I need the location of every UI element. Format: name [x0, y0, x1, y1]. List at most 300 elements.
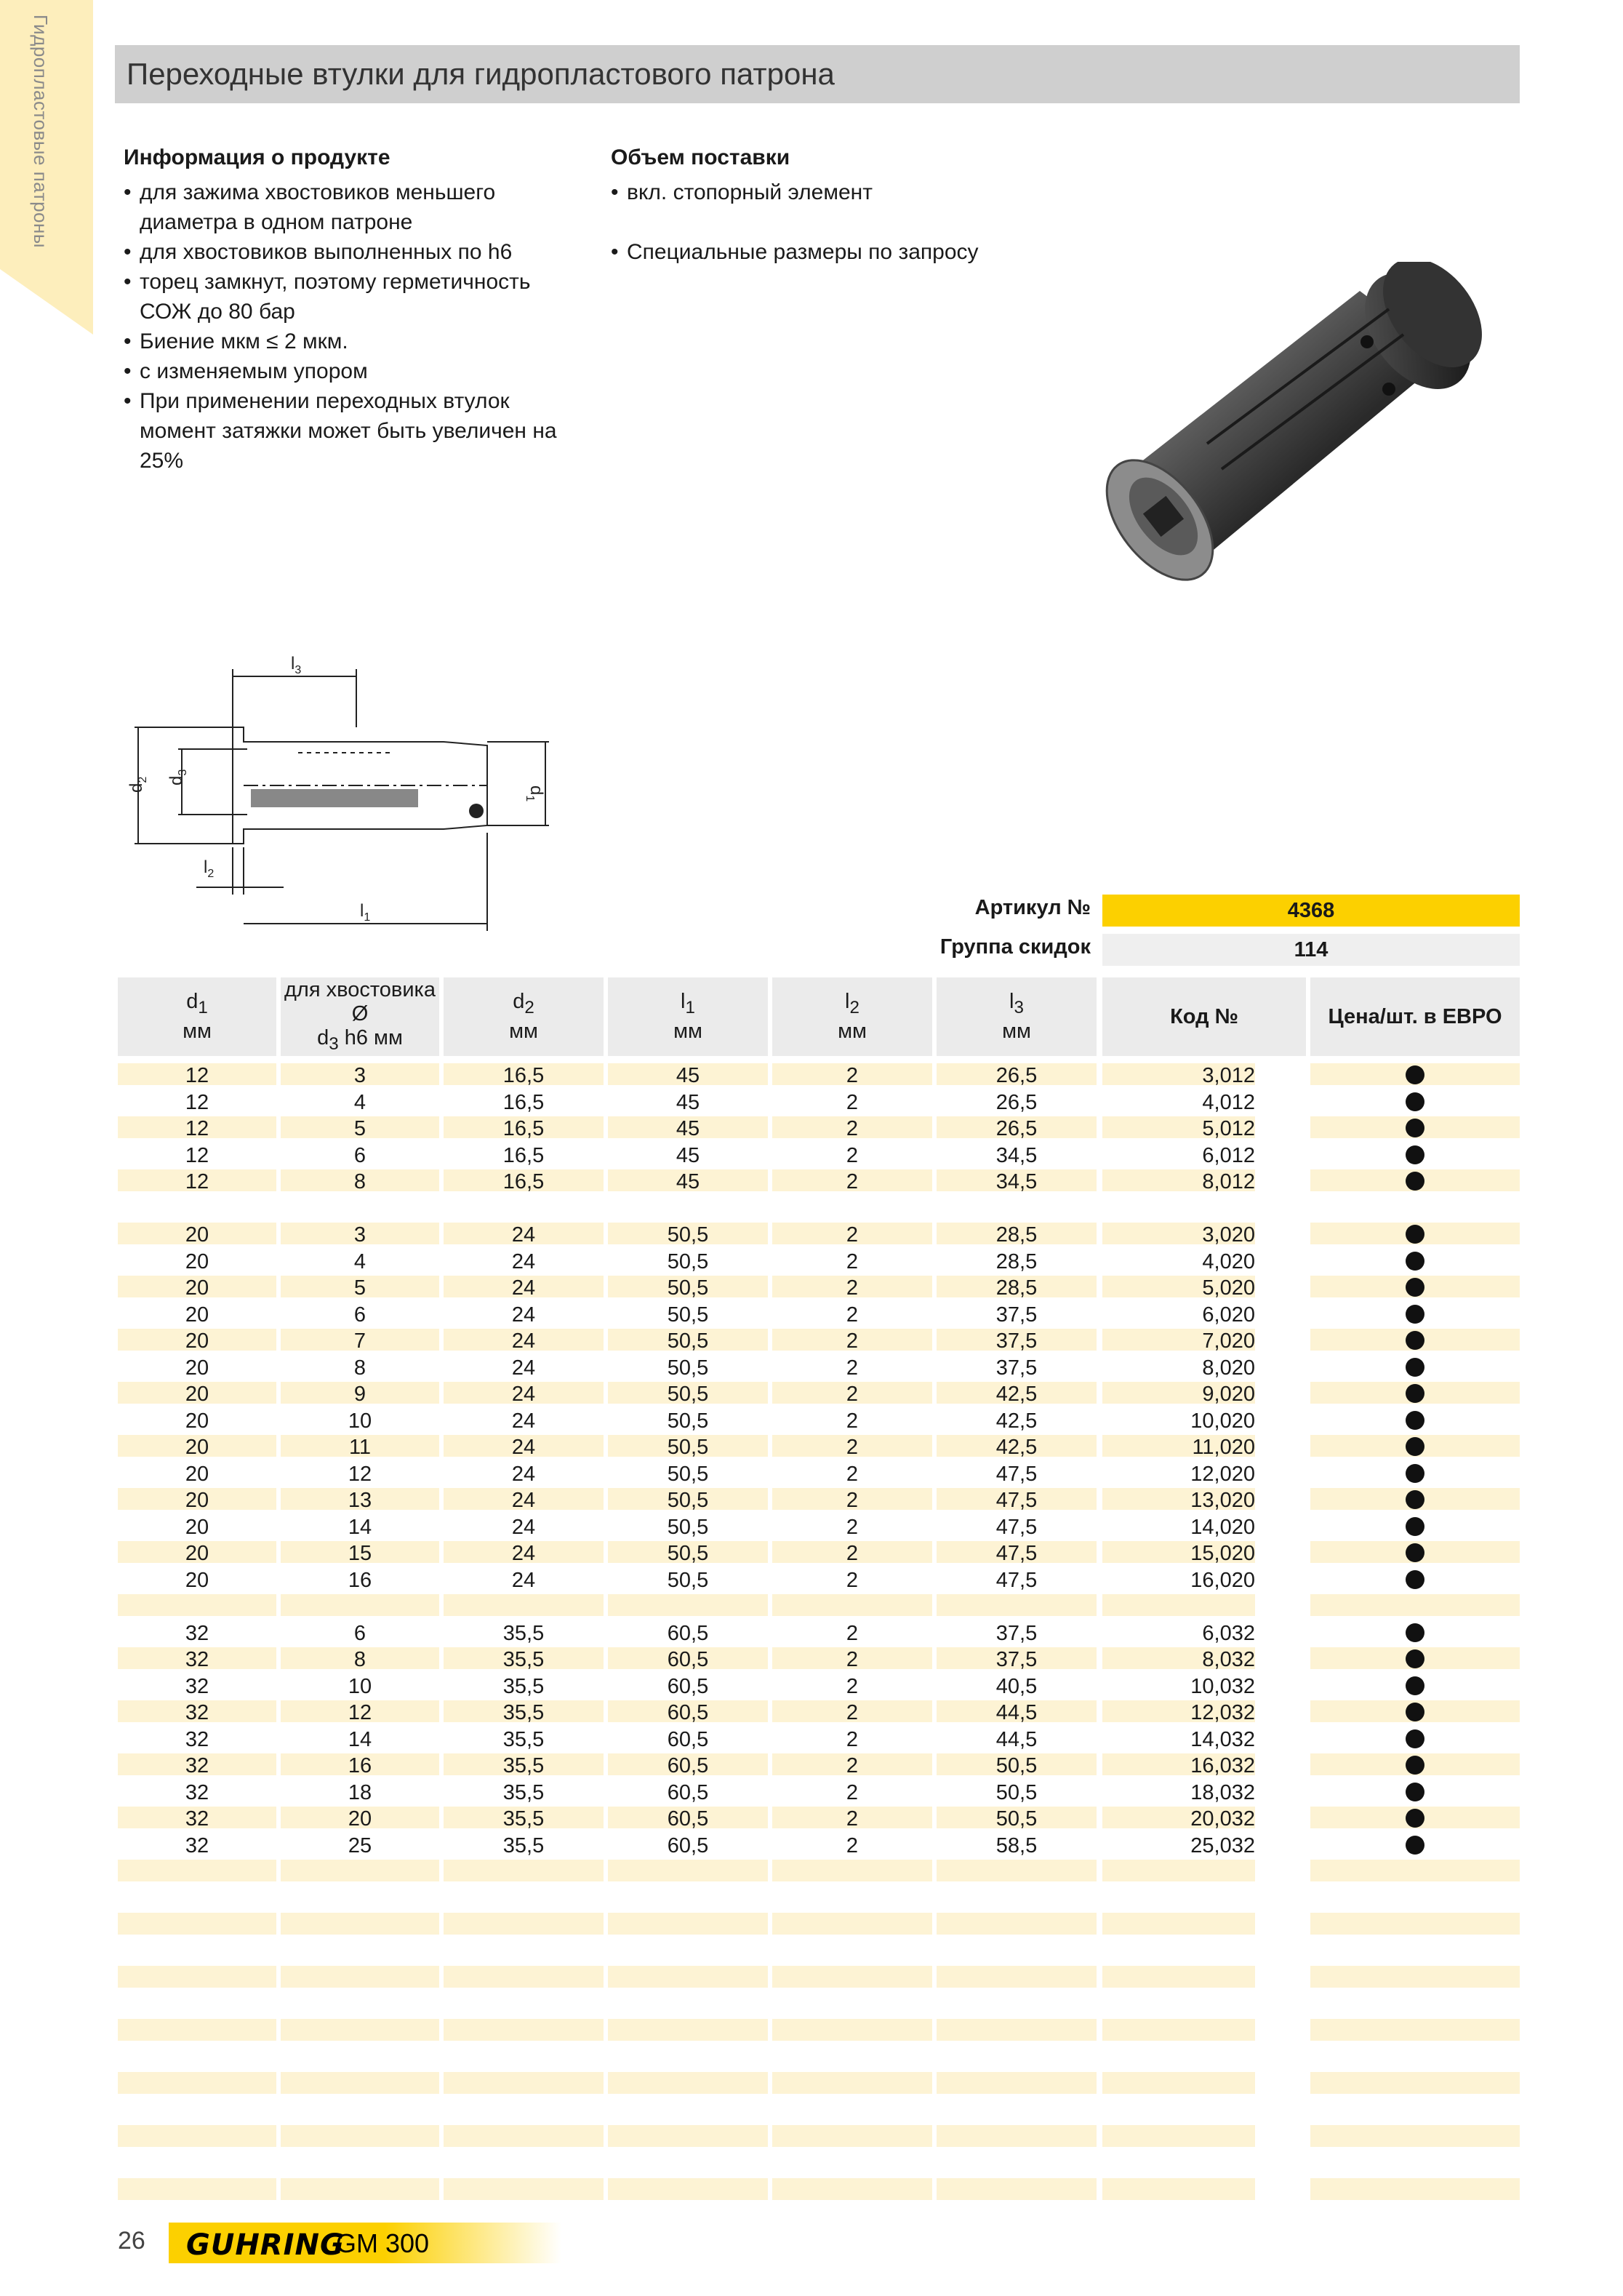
table-cell: 24 [511, 1303, 536, 1327]
table-cell: 24 [511, 1568, 536, 1592]
table-cell: 9,020 [1102, 1382, 1255, 1404]
price-dot-icon [1406, 1517, 1424, 1536]
table-cell: 40,5 [995, 1674, 1038, 1698]
table-cell: 6 [353, 1621, 366, 1645]
product-info-heading: Информация о продукте [124, 145, 390, 169]
table-cell: 32 [185, 1780, 209, 1804]
table-cell: 11 [281, 1435, 439, 1457]
table-row [118, 1621, 1520, 1648]
table-cell: 12 [118, 1116, 276, 1138]
table-cell: 35,5 [502, 1621, 545, 1645]
table-cell: 2 [772, 1169, 932, 1191]
table-cell: 9 [281, 1382, 439, 1404]
supply-list [611, 177, 1120, 267]
price-indicator [1310, 1169, 1520, 1191]
table-cell: 32 [185, 1833, 209, 1857]
table-cell [1102, 1196, 1255, 1218]
table-cell: 50,5 [608, 1541, 768, 1563]
price-indicator [1310, 1700, 1520, 1722]
table-cell [1102, 2125, 1255, 2147]
table-cell [772, 2019, 932, 2041]
price-dot-icon [1406, 1464, 1424, 1483]
table-row [118, 1833, 1520, 1860]
table-row [118, 1462, 1520, 1489]
product-table [118, 1063, 1520, 2205]
list-item: • торец замкнут, поэтому герметичность СОЖ до 80 бар [124, 267, 560, 327]
brand-logo: GUHRING [186, 2228, 345, 2262]
table-cell: 20 [185, 1462, 209, 1486]
table-cell [772, 2099, 932, 2121]
price-indicator [1310, 1993, 1520, 2015]
table-cell [772, 2125, 932, 2147]
table-cell: 2 [772, 1276, 932, 1297]
table-cell [772, 1594, 932, 1616]
price-indicator [1310, 2125, 1520, 2147]
table-row [118, 1993, 1520, 2020]
page-title: Переходные втулки для гидропластового патрона [127, 57, 835, 91]
list-item: • для зажима хвостовиков меньшего диаметра в одном патроне [124, 177, 560, 237]
table-cell: 60,5 [608, 1700, 768, 1722]
dim-label-d1: $d_1$ [524, 785, 546, 802]
table-cell: 2 [772, 1223, 932, 1244]
table-row [118, 2099, 1520, 2126]
table-cell [1102, 2099, 1255, 2121]
table-cell: 4 [353, 1249, 366, 1273]
price-indicator [1310, 1223, 1520, 1244]
table-row [118, 1515, 1520, 1542]
table-cell [608, 2125, 768, 2147]
table-cell: 34,5 [995, 1143, 1038, 1167]
table-cell: 50,5 [667, 1568, 709, 1592]
table-cell: 2 [846, 1780, 859, 1804]
price-indicator [1310, 1966, 1520, 1988]
price-indicator [1310, 1196, 1520, 1218]
table-cell: 8 [281, 1647, 439, 1669]
table-row [118, 2178, 1520, 2205]
table-cell [772, 2178, 932, 2200]
price-indicator [1310, 1116, 1520, 1138]
table-row [118, 1780, 1520, 1807]
table-row [118, 1940, 1520, 1967]
table-cell: 12,020 [1190, 1462, 1255, 1486]
column-header-l3: $l_3$ мм [937, 977, 1097, 1056]
table-cell: 50,5 [667, 1409, 709, 1433]
table-cell: 16,5 [444, 1169, 604, 1191]
dim-label-l2: $l_2$ [204, 857, 215, 880]
table-cell: 60,5 [667, 1833, 709, 1857]
price-indicator [1310, 1382, 1520, 1404]
table-row [118, 1276, 1520, 1303]
table-cell [608, 2152, 768, 2174]
table-cell [1102, 1940, 1255, 1961]
table-cell [444, 2152, 604, 2174]
table-cell: 20 [118, 1435, 276, 1457]
price-dot-icon [1406, 1490, 1424, 1509]
table-cell: 45 [608, 1063, 768, 1085]
table-cell [772, 1940, 932, 1961]
table-cell: 28,5 [937, 1276, 1097, 1297]
table-cell [1102, 2152, 1255, 2174]
table-cell: 14 [348, 1727, 372, 1751]
table-cell: 12 [118, 1169, 276, 1191]
table-cell [608, 1913, 768, 1935]
table-cell: 32 [185, 1727, 209, 1751]
table-cell [772, 2152, 932, 2174]
price-indicator [1310, 2046, 1520, 2068]
table-cell: 50,5 [667, 1462, 709, 1486]
table-cell [937, 2178, 1097, 2200]
table-cell: 18,032 [1190, 1780, 1255, 1804]
table-row [118, 1223, 1520, 1249]
price-dot-icon [1406, 1437, 1424, 1456]
table-row [118, 1435, 1520, 1462]
table-row [118, 2046, 1520, 2073]
table-cell [937, 2072, 1097, 2094]
table-cell [118, 2152, 276, 2174]
table-cell [444, 2099, 604, 2121]
price-indicator [1310, 1594, 1520, 1616]
table-cell [281, 1860, 439, 1881]
table-cell [444, 1940, 604, 1961]
table-cell [444, 1966, 604, 1988]
table-cell: 24 [511, 1356, 536, 1380]
table-cell: 37,5 [995, 1356, 1038, 1380]
table-cell [608, 2099, 768, 2121]
table-cell: 37,5 [937, 1329, 1097, 1351]
table-cell [444, 1887, 604, 1908]
table-cell: 3,012 [1102, 1063, 1255, 1085]
table-cell: 37,5 [995, 1621, 1038, 1645]
price-indicator [1310, 1276, 1520, 1297]
price-indicator [1310, 1780, 1520, 1802]
table-cell: 47,5 [937, 1541, 1097, 1563]
table-cell: 5,020 [1102, 1276, 1255, 1297]
table-cell: 2 [772, 1700, 932, 1722]
price-dot-icon [1406, 1172, 1424, 1191]
list-item: • для хвостовиков выполненных по h6 [124, 237, 560, 267]
table-cell: 35,5 [444, 1647, 604, 1669]
table-row [118, 1860, 1520, 1887]
table-cell: 2 [772, 1329, 932, 1351]
table-cell: 50,5 [608, 1223, 768, 1244]
article-label: Артикул № [974, 896, 1091, 919]
price-indicator [1310, 2019, 1520, 2041]
table-cell: 2 [846, 1674, 859, 1698]
table-cell: 10 [348, 1409, 372, 1433]
table-cell: 3 [281, 1223, 439, 1244]
table-cell: 42,5 [995, 1409, 1038, 1433]
column-header-d2: $d_2$ мм [444, 977, 604, 1056]
price-indicator [1310, 2072, 1520, 2094]
brand-bar [169, 2223, 561, 2263]
table-cell [281, 2019, 439, 2041]
table-row [118, 1169, 1520, 1196]
table-cell [118, 1860, 276, 1881]
table-cell [772, 1196, 932, 1218]
table-cell [1102, 1913, 1255, 1935]
table-cell: 6,012 [1202, 1143, 1255, 1167]
table-cell: 44,5 [937, 1700, 1097, 1722]
table-cell: 4,020 [1202, 1249, 1255, 1273]
table-cell [937, 1913, 1097, 1935]
table-cell: 24 [444, 1382, 604, 1404]
table-cell: 2 [846, 1303, 859, 1327]
column-header-d1: $d_1$ мм [118, 977, 276, 1056]
table-cell: 8,032 [1102, 1647, 1255, 1669]
price-dot-icon [1406, 1676, 1424, 1695]
table-cell: 24 [444, 1276, 604, 1297]
table-cell: 25,032 [1190, 1833, 1255, 1857]
table-cell: 8,012 [1102, 1169, 1255, 1191]
table-cell: 24 [444, 1541, 604, 1563]
price-indicator [1310, 1913, 1520, 1935]
price-dot-icon [1406, 1649, 1424, 1668]
table-cell: 2 [772, 1063, 932, 1085]
table-cell: 6,032 [1202, 1621, 1255, 1645]
page-number: 26 [118, 2227, 145, 2255]
table-cell [608, 1940, 768, 1961]
table-cell: 12,032 [1102, 1700, 1255, 1722]
table-cell [444, 1594, 604, 1616]
product-photo [1098, 262, 1491, 611]
table-cell: 50,5 [608, 1276, 768, 1297]
table-cell: 6 [353, 1143, 366, 1167]
table-cell: 4 [353, 1090, 366, 1114]
table-cell [608, 1196, 768, 1218]
table-cell: 50,5 [667, 1249, 709, 1273]
table-row [118, 1568, 1520, 1595]
price-indicator [1310, 1807, 1520, 1828]
table-cell: 45 [676, 1090, 700, 1114]
table-row [118, 2125, 1520, 2152]
technical-drawing [109, 647, 582, 953]
table-cell: 2 [846, 1727, 859, 1751]
table-cell: 34,5 [937, 1169, 1097, 1191]
table-cell: 13 [281, 1488, 439, 1510]
price-dot-icon [1406, 1729, 1424, 1748]
table-cell: 10 [348, 1674, 372, 1698]
table-cell: 5 [281, 1116, 439, 1138]
dim-label-d2: $d_2$ [127, 776, 149, 793]
product-info-list [124, 177, 560, 476]
table-cell: 50,5 [667, 1515, 709, 1539]
table-cell: 16,032 [1102, 1753, 1255, 1775]
table-cell: 20 [118, 1223, 276, 1244]
price-dot-icon [1406, 1358, 1424, 1377]
table-cell [444, 1860, 604, 1881]
price-dot-icon [1406, 1145, 1424, 1164]
table-cell: 26,5 [937, 1063, 1097, 1085]
table-cell: 20 [185, 1515, 209, 1539]
table-cell [118, 1940, 276, 1961]
price-indicator [1310, 1462, 1520, 1484]
price-dot-icon [1406, 1384, 1424, 1403]
table-row [118, 1647, 1520, 1674]
table-cell: 12 [185, 1143, 209, 1167]
table-cell: 8 [281, 1169, 439, 1191]
price-indicator [1310, 1063, 1520, 1085]
table-cell: 35,5 [444, 1807, 604, 1828]
table-cell: 50,5 [937, 1753, 1097, 1775]
price-indicator [1310, 1647, 1520, 1669]
table-row [118, 1727, 1520, 1754]
price-indicator [1310, 1329, 1520, 1351]
table-cell: 60,5 [608, 1807, 768, 1828]
price-indicator [1310, 1249, 1520, 1271]
table-cell: 28,5 [937, 1223, 1097, 1244]
table-cell: 7 [281, 1329, 439, 1351]
table-cell: 50,5 [608, 1488, 768, 1510]
table-row [118, 1409, 1520, 1436]
price-dot-icon [1406, 1543, 1424, 1562]
table-cell: 3 [281, 1063, 439, 1085]
table-cell [1102, 1887, 1255, 1908]
table-row [118, 1887, 1520, 1913]
table-cell [608, 2072, 768, 2094]
price-indicator [1310, 1940, 1520, 1961]
table-cell: 2 [846, 1568, 859, 1592]
table-row [118, 2152, 1520, 2179]
table-cell: 24 [444, 1329, 604, 1351]
price-dot-icon [1406, 1623, 1424, 1642]
table-cell: 58,5 [995, 1833, 1038, 1857]
table-cell: 26,5 [995, 1090, 1038, 1114]
table-row [118, 1303, 1520, 1329]
table-cell: 14,020 [1190, 1515, 1255, 1539]
table-cell: 15,020 [1102, 1541, 1255, 1563]
table-cell [772, 1993, 932, 2015]
table-cell: 35,5 [444, 1700, 604, 1722]
table-cell: 47,5 [995, 1568, 1038, 1592]
column-header-price: Цена/шт. в ЕВРО [1310, 977, 1520, 1056]
table-cell [772, 2046, 932, 2068]
discount-group-label: Группа скидок [939, 935, 1091, 959]
table-cell [1102, 1966, 1255, 1988]
table-cell [444, 2072, 604, 2094]
table-cell [281, 1196, 439, 1218]
table-cell [608, 1594, 768, 1616]
table-cell: 24 [511, 1515, 536, 1539]
supply-heading: Объем поставки [611, 145, 790, 169]
table-cell: 16,5 [444, 1116, 604, 1138]
table-cell [937, 1887, 1097, 1908]
table-row [118, 1329, 1520, 1356]
table-cell: 12 [281, 1700, 439, 1722]
price-indicator [1310, 1356, 1520, 1377]
table-cell [1102, 2019, 1255, 2041]
price-indicator [1310, 1833, 1520, 1855]
table-row [118, 1753, 1520, 1780]
table-cell: 20 [185, 1249, 209, 1273]
price-indicator [1310, 1753, 1520, 1775]
table-cell: 2 [772, 1807, 932, 1828]
table-cell [1102, 1594, 1255, 1616]
table-row [118, 1674, 1520, 1701]
table-cell: 47,5 [995, 1462, 1038, 1486]
table-cell: 35,5 [502, 1674, 545, 1698]
price-indicator [1310, 1143, 1520, 1165]
table-cell: 28,5 [995, 1249, 1038, 1273]
table-cell: 24 [444, 1488, 604, 1510]
table-cell [1102, 2046, 1255, 2068]
table-cell: 20 [118, 1276, 276, 1297]
table-cell: 20 [118, 1329, 276, 1351]
table-cell [937, 1940, 1097, 1961]
table-cell [772, 1887, 932, 1908]
table-cell [281, 1966, 439, 1988]
table-cell [118, 1594, 276, 1616]
table-cell: 47,5 [995, 1515, 1038, 1539]
table-cell: 12 [348, 1462, 372, 1486]
table-cell [608, 1993, 768, 2015]
price-indicator [1310, 1515, 1520, 1537]
column-header-d3: для хвостовика Ø $d_3$ h6 мм [281, 977, 439, 1056]
list-item: • вкл. стопорный элемент [611, 177, 1120, 207]
table-cell [444, 2019, 604, 2041]
side-tab-label: Гидропластовые патроны [30, 15, 52, 249]
table-cell: 32 [185, 1674, 209, 1698]
price-dot-icon [1406, 1331, 1424, 1350]
table-cell: 2 [846, 1249, 859, 1273]
table-row [118, 2019, 1520, 2046]
dim-label-d3: $d_3$ [167, 769, 189, 785]
product-info [124, 145, 560, 476]
price-indicator [1310, 1674, 1520, 1696]
price-dot-icon [1406, 1756, 1424, 1775]
table-cell: 20 [118, 1488, 276, 1510]
dim-label-l1: $l_1$ [360, 901, 371, 924]
table-cell: 13,020 [1102, 1488, 1255, 1510]
table-cell [1102, 2072, 1255, 2094]
table-cell: 2 [846, 1356, 859, 1380]
table-cell [444, 2125, 604, 2147]
table-cell [281, 2178, 439, 2200]
table-row [118, 1356, 1520, 1383]
table-cell: 2 [846, 1515, 859, 1539]
table-cell: 16 [348, 1568, 372, 1592]
table-cell [1102, 1860, 1255, 1881]
price-dot-icon [1406, 1065, 1424, 1084]
table-cell: 60,5 [608, 1753, 768, 1775]
list-item: • При применении переходных втулок момент затяжки может быть увеличен на 25% [124, 386, 560, 476]
price-indicator [1310, 1727, 1520, 1749]
table-cell [281, 1594, 439, 1616]
table-cell: 24 [511, 1249, 536, 1273]
table-cell: 5,012 [1102, 1116, 1255, 1138]
price-dot-icon [1406, 1783, 1424, 1801]
price-dot-icon [1406, 1092, 1424, 1111]
table-cell [444, 1196, 604, 1218]
price-indicator [1310, 1409, 1520, 1431]
table-cell [1102, 2178, 1255, 2200]
table-cell: 16,020 [1190, 1568, 1255, 1592]
table-cell [118, 1196, 276, 1218]
table-cell [608, 1860, 768, 1881]
table-cell: 2 [772, 1116, 932, 1138]
table-cell [118, 2046, 276, 2068]
table-cell [772, 1913, 932, 1935]
price-dot-icon [1406, 1809, 1424, 1828]
table-cell: 60,5 [667, 1727, 709, 1751]
table-cell: 35,5 [444, 1753, 604, 1775]
table-row [118, 1143, 1520, 1170]
table-cell [444, 1913, 604, 1935]
table-cell: 8 [353, 1356, 366, 1380]
price-indicator [1310, 1090, 1520, 1112]
table-cell [1102, 1993, 1255, 2015]
table-cell: 2 [846, 1462, 859, 1486]
table-cell [118, 2019, 276, 2041]
